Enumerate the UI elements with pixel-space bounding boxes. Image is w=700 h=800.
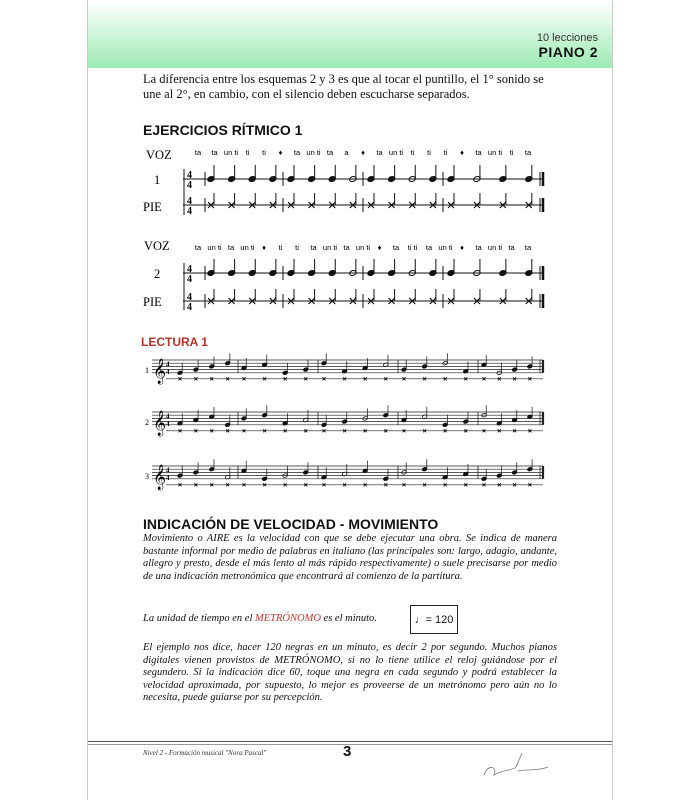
reading-line-2: [88, 404, 612, 444]
syllable: ta: [194, 148, 202, 157]
syllable: ♦: [361, 148, 365, 157]
syllable: un ti: [388, 148, 404, 157]
foot-beats: [205, 289, 543, 308]
syllable: ♦: [460, 148, 464, 157]
time-sig-top: 4: [166, 466, 170, 475]
reading-line-3: [88, 458, 612, 498]
svg-text:4: 4: [187, 274, 192, 285]
syllable: un ti: [322, 243, 338, 252]
time-sig-top: 4: [166, 412, 170, 421]
syllable: un ti: [306, 148, 321, 157]
course-title: PIANO 2: [538, 44, 598, 60]
syllable: ta: [508, 243, 515, 252]
line-number: 1: [145, 366, 149, 375]
syllable: un ti: [207, 243, 222, 252]
reading-line-1: [88, 352, 612, 392]
page-number: 3: [343, 743, 352, 760]
signature-mark: [478, 745, 558, 785]
tempo-paragraph-2: El ejemplo nos dice, hacer 120 negras en un minuto, es decir 2 por segundo. Muchos pianos digitales vienen provistos de METRÓNOMO, si no lo tiene utilice el reloj guiándose por el segundero. Si la indicación dice 60, toque una negra en cada segundo y podrá establecer la velocidad aproximada, por supuesto, lo mejor es proveerse de un metrónomo pero aún no lo necesita, puede guiarse por su percepción.: [143, 642, 557, 704]
svg-text:4: 4: [187, 196, 192, 207]
time-sig-bottom: 4: [166, 473, 170, 482]
metronome-marking: ♩= 120: [410, 605, 458, 634]
svg-text:4: 4: [187, 180, 192, 191]
line-number: 2: [145, 418, 149, 427]
page-header: [88, 0, 612, 68]
time-sig-bottom: 4: [166, 419, 170, 428]
tempo-section-title: INDICACIÓN DE VELOCIDAD - MOVIMIENTO: [143, 516, 439, 532]
rhythm-exercise-1: [88, 145, 612, 225]
foot-label: PIE: [143, 200, 162, 214]
line-number: 3: [145, 472, 149, 481]
syllable: ti: [278, 243, 283, 252]
exercise-number: 1: [154, 173, 161, 187]
syllable: ♦: [377, 243, 382, 252]
metronome-term: METRÓNOMO: [254, 613, 321, 624]
rhythm-section-title: EJERCICIOS RÍTMICO 1: [143, 122, 303, 138]
syllable: ti: [245, 148, 250, 157]
syllable: ta: [475, 148, 482, 157]
foot-beats: [205, 193, 543, 212]
treble-clef-icon: 𝄞: [153, 358, 167, 384]
syllable: un ti: [223, 148, 239, 157]
footer-credit: Nivel 2 - Formación musical "Nora Pascal": [143, 749, 267, 757]
svg-text:4: 4: [187, 170, 192, 181]
syllable: ♦: [460, 243, 464, 252]
syllable: ti: [443, 148, 448, 157]
syllable: ta: [194, 243, 202, 252]
syllable: ta: [524, 243, 532, 252]
foot-label: PIE: [143, 295, 162, 309]
syllable: ti: [410, 148, 415, 157]
syllable: ta: [392, 243, 400, 252]
syllable: ta: [475, 243, 482, 252]
series-label: 10 lecciones: [536, 32, 598, 44]
voice-notes: [205, 259, 543, 280]
syllable: ta: [310, 243, 317, 252]
syllable: un ti: [355, 243, 371, 252]
intro-paragraph: La diferencia entre los esquemas 2 y 3 es que al tocar el puntillo, el 1° sonido se une al 2°, en cambio, con el silencio deben escucharse separados.: [143, 72, 544, 101]
syllable: ti ti: [407, 243, 418, 252]
syllable: ta: [425, 243, 433, 252]
exercise-number: 2: [154, 267, 161, 281]
reading-section-title: LECTURA 1: [141, 335, 208, 349]
syllable: un ti: [240, 243, 255, 252]
svg-text:4: 4: [187, 206, 192, 217]
syllable: ta: [376, 148, 383, 157]
svg-text:4: 4: [187, 292, 192, 303]
syllable: ta: [293, 148, 301, 157]
syllable: ta: [211, 148, 218, 157]
svg-text:4: 4: [187, 302, 192, 313]
syllable: ta: [343, 243, 350, 252]
document-page: [87, 0, 613, 800]
syllable: un ti: [487, 243, 503, 252]
syllable: a: [344, 148, 349, 157]
syllable: ti: [295, 243, 299, 252]
syllable-row: [195, 243, 532, 252]
syllable: ti: [427, 148, 431, 157]
syllable: ta: [227, 243, 235, 252]
syllable: ♦: [278, 148, 283, 157]
syllable: un ti: [487, 148, 503, 157]
voice-label: VOZ: [146, 148, 172, 162]
time-sig-bottom: 4: [166, 367, 170, 376]
time-sig-top: 4: [166, 360, 170, 369]
svg-text:4: 4: [187, 264, 192, 275]
rhythm-exercise-2: [88, 236, 612, 316]
syllable: ta: [326, 148, 334, 157]
treble-clef-icon: 𝄞: [153, 410, 167, 436]
syllable-row: [195, 148, 532, 157]
footer-rule: [88, 741, 612, 742]
treble-clef-icon: 𝄞: [153, 464, 167, 490]
voice-notes: [205, 165, 543, 186]
metronome-sentence: La unidad de tiempo en el METRÓNOMO es el minuto.: [143, 613, 377, 624]
syllable: ♦: [262, 243, 266, 252]
syllable: un ti: [438, 243, 453, 252]
syllable: ti: [509, 148, 514, 157]
syllable: ta: [524, 148, 532, 157]
voice-label: VOZ: [144, 239, 170, 253]
syllable: ti: [262, 148, 266, 157]
tempo-paragraph-1: Movimiento o AIRE es la velocidad con que se debe ejecutar una obra. Se indica de manera bastante informal por medio de palabras en italiano (las principales son: largo, adagio, andante, allegro y presto, desde el más lento al más rápido respectivamente) o suele precisarse por medio de una indicación metronómica que encontrará al comienzo de la partitura.: [143, 533, 557, 582]
